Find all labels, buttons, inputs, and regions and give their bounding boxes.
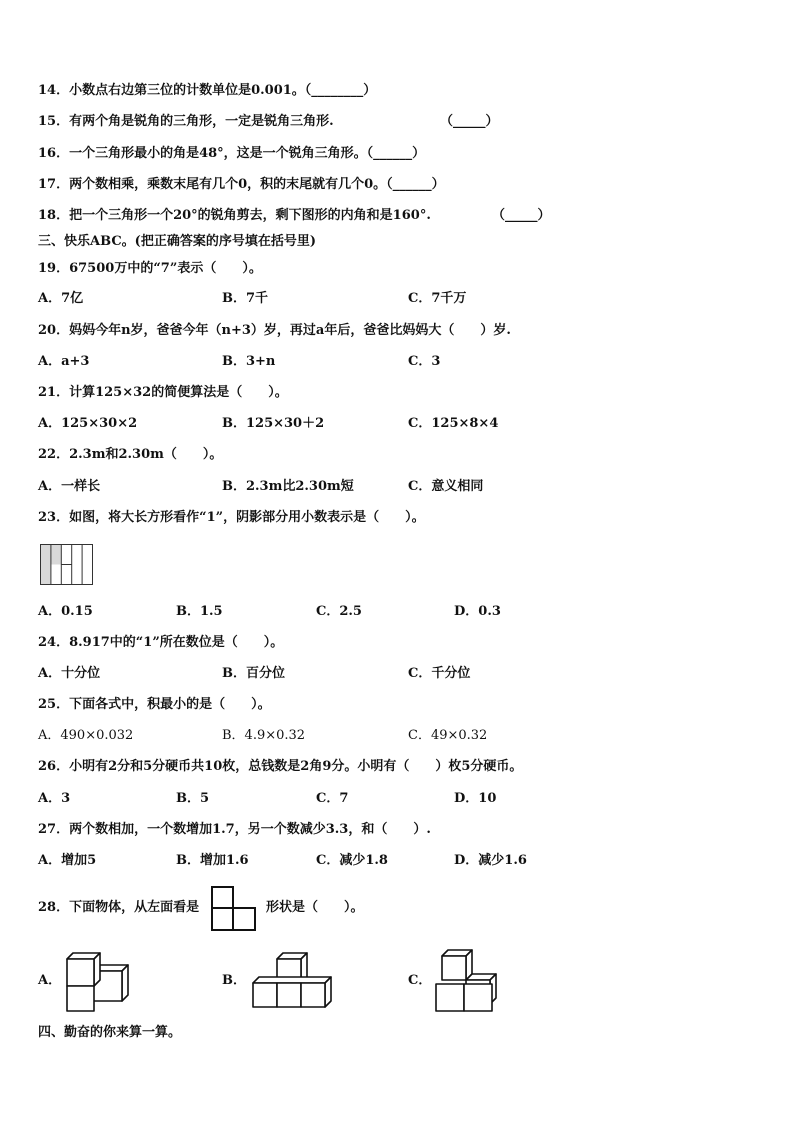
- question-23: 23．如图，将大长方形看作“1”，阴影部分用小数表示是（ ）。: [38, 510, 425, 525]
- question-16: 16．一个三角形最小的角是48°，这是一个锐角三角形。（______）: [38, 146, 426, 161]
- question-24: 24．8.917中的“1”所在数位是（ ）。: [38, 635, 284, 650]
- option-22-a[interactable]: A．一样长: [38, 479, 101, 494]
- question-22: 22．2.3m和2.30m（ ）。: [38, 447, 223, 462]
- option-22-c[interactable]: C．意义相同: [408, 479, 484, 494]
- option-19-c[interactable]: C．7千万: [408, 291, 467, 306]
- question-21: 21．计算125×32的简便算法是（ ）。: [38, 385, 288, 400]
- option-20-b[interactable]: B．3+n: [222, 354, 276, 369]
- shaded-strip: [51, 545, 61, 565]
- option-23-d[interactable]: D．0.3: [454, 604, 501, 619]
- option-27-d[interactable]: D．减少1.6: [454, 853, 527, 868]
- question-28: 28．下面物体，从左面看是: [38, 900, 200, 915]
- option-21-b[interactable]: B．125×30＋2: [222, 416, 325, 431]
- question-26: 26．小明有2分和5分硬币共10枚，总钱数是2角9分。小明有（ ）枚5分硬币。: [38, 759, 523, 774]
- option-28-a[interactable]: A．: [38, 973, 62, 988]
- answer-blank-18[interactable]: （_____）: [492, 208, 551, 223]
- option-27-b[interactable]: B．增加1.6: [176, 853, 249, 868]
- question-15: 15．有两个角是锐角的三角形，一定是锐角三角形.: [38, 114, 334, 129]
- question-27: 27．两个数相加，一个数增加1.7，另一个数减少3.3，和（ ）.: [38, 822, 431, 837]
- option-19-b[interactable]: B．7千: [222, 291, 269, 306]
- option-28-b[interactable]: B．: [222, 973, 246, 988]
- option-23-a[interactable]: A．0.15: [38, 604, 93, 619]
- answer-blank-15[interactable]: （_____）: [440, 114, 499, 129]
- option-23-c[interactable]: C．2.5: [316, 604, 362, 619]
- cube-figure-c[interactable]: [432, 946, 500, 1014]
- cube-figure-a[interactable]: [62, 950, 132, 1014]
- rectangle-figure: [40, 544, 94, 586]
- option-19-a[interactable]: A．7亿: [38, 291, 84, 306]
- option-28-c[interactable]: C．: [408, 973, 432, 988]
- left-view-figure: [211, 886, 257, 932]
- option-26-c[interactable]: C．7: [316, 791, 349, 806]
- option-21-a[interactable]: A．125×30×2: [38, 416, 138, 431]
- option-24-c[interactable]: C．千分位: [408, 666, 471, 681]
- option-20-a[interactable]: A．a+3: [38, 354, 90, 369]
- option-21-c[interactable]: C．125×8×4: [408, 416, 499, 431]
- option-27-a[interactable]: A．增加5: [38, 853, 97, 868]
- question-19: 19．67500万中的“7”表示（ ）。: [38, 261, 262, 276]
- option-26-d[interactable]: D．10: [454, 791, 497, 806]
- question-14: 14．小数点右边第三位的计数单位是0.001。（________）: [38, 83, 377, 98]
- option-25-b[interactable]: B．4.9×0.32: [222, 728, 306, 743]
- question-28-suffix: 形状是（ ）。: [266, 900, 364, 915]
- option-25-c[interactable]: C．49×0.32: [408, 728, 488, 743]
- option-23-b[interactable]: B．1.5: [176, 604, 223, 619]
- option-24-b[interactable]: B．百分位: [222, 666, 285, 681]
- question-18: 18．把一个三角形一个20°的锐角剪去，剩下图形的内角和是160°.: [38, 208, 431, 223]
- option-24-a[interactable]: A．十分位: [38, 666, 101, 681]
- option-25-a[interactable]: A．490×0.032: [38, 728, 134, 743]
- option-27-c[interactable]: C．减少1.8: [316, 853, 388, 868]
- option-26-a[interactable]: A．3: [38, 791, 71, 806]
- shaded-strip: [41, 545, 51, 585]
- cube-figure-b[interactable]: [251, 950, 333, 1010]
- section-title-3: 三、快乐ABC。(把正确答案的序号填在括号里): [38, 234, 316, 249]
- option-26-b[interactable]: B．5: [176, 791, 210, 806]
- question-17: 17．两个数相乘，乘数末尾有几个0，积的末尾就有几个0。（______）: [38, 177, 445, 192]
- option-20-c[interactable]: C．3: [408, 354, 441, 369]
- section-title-4: 四、勤奋的你来算一算。: [38, 1025, 182, 1040]
- question-25: 25．下面各式中，积最小的是（ ）。: [38, 697, 271, 712]
- question-20: 20．妈妈今年n岁，爸爸今年（n+3）岁，再过a年后，爸爸比妈妈大（ ）岁.: [38, 323, 511, 338]
- option-22-b[interactable]: B．2.3m比2.30m短: [222, 479, 354, 494]
